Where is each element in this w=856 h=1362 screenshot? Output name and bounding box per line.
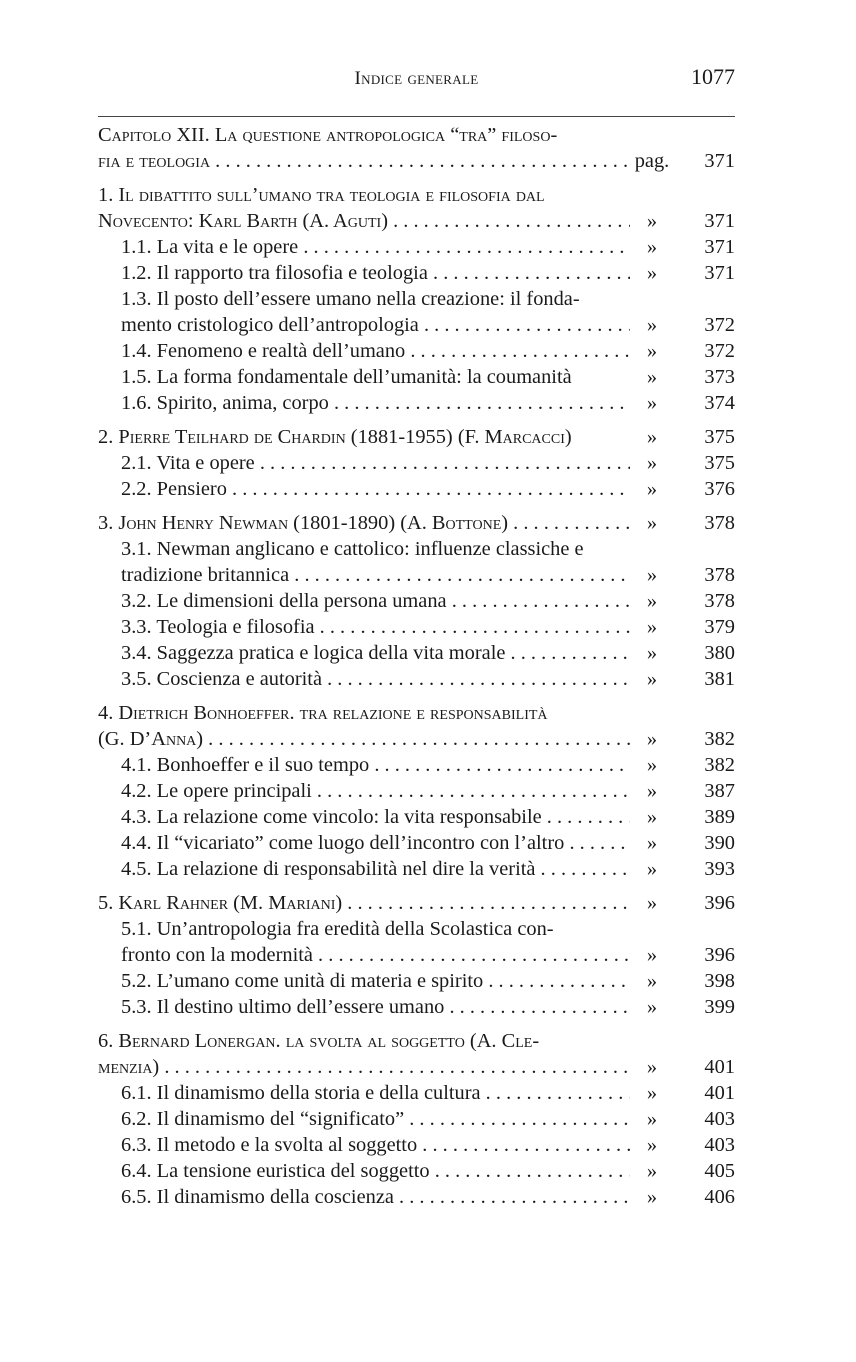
page-prefix: pag. xyxy=(634,150,670,172)
section-title-text: 2. Pierre Teilhard de Chardin (1881-1955) (F. Marcacci) xyxy=(98,426,572,448)
toc-item xyxy=(98,830,735,856)
ditto-mark: » xyxy=(646,366,658,388)
toc-item-text: 1.1. La vita e le opere . . . xyxy=(121,234,630,260)
ditto-mark: » xyxy=(646,210,658,232)
page-ref: 405 xyxy=(704,1160,735,1182)
section-title-line xyxy=(98,1028,735,1054)
toc-item xyxy=(98,942,735,968)
toc-item xyxy=(98,450,735,476)
toc-item xyxy=(98,562,735,588)
toc-item-text: 6.1. Il dinamismo della storia e della cultura . . . xyxy=(121,1080,630,1106)
toc-item xyxy=(98,752,735,778)
ditto-mark: » xyxy=(646,642,658,664)
page-ref: 373 xyxy=(704,366,735,388)
ditto-mark: » xyxy=(646,478,658,500)
ditto-mark: » xyxy=(646,1108,658,1130)
page-ref: 371 xyxy=(704,236,735,258)
page-ref: 382 xyxy=(704,728,735,750)
page-ref: 375 xyxy=(704,452,735,474)
toc-item xyxy=(98,640,735,666)
running-head xyxy=(98,64,735,94)
ditto-mark: » xyxy=(646,590,658,612)
ditto-mark: » xyxy=(646,806,658,828)
ditto-mark: » xyxy=(646,780,658,802)
page-number: 1077 xyxy=(691,64,735,89)
ditto-mark: » xyxy=(646,1056,658,1078)
section-title-line xyxy=(98,1054,735,1080)
toc-section xyxy=(98,700,735,882)
toc-item-text: 1.5. La forma fondamentale dell’umanità: la coumanità xyxy=(121,366,572,388)
chapter-title-text: Capitolo XII. La questione antropologica “tra” filoso- xyxy=(98,124,558,146)
toc-item xyxy=(98,260,735,286)
chapter-title-line xyxy=(98,148,735,174)
toc-item-text: 3.5. Coscienza e autorità . . . xyxy=(121,666,630,692)
page-ref: 390 xyxy=(704,832,735,854)
toc-item-text: fronto con la modernità . . . xyxy=(121,942,630,968)
page-ref: 374 xyxy=(704,392,735,414)
page-ref: 406 xyxy=(704,1186,735,1208)
ditto-mark: » xyxy=(646,996,658,1018)
toc-item-text: 5.3. Il destino ultimo dell’essere umano . . . xyxy=(121,994,630,1020)
toc-item-text: 3.3. Teologia e filosofia . . . xyxy=(121,614,630,640)
page-ref: 393 xyxy=(704,858,735,880)
toc-item-text: 2.2. Pensiero . . . xyxy=(121,476,630,502)
toc-item xyxy=(98,666,735,692)
ditto-mark: » xyxy=(646,1186,658,1208)
page-ref: 379 xyxy=(704,616,735,638)
running-title: Indice generale xyxy=(354,68,479,89)
toc-item-text: 3.4. Saggezza pratica e logica della vita morale . . . xyxy=(121,640,630,666)
toc-item xyxy=(98,286,735,312)
toc-item-text: mento cristologico dell’antropologia . . . xyxy=(121,312,630,338)
chapter-title-line xyxy=(98,122,735,148)
section-title-text: 1. Il dibattito sull’umano tra teologia e filosofia dal xyxy=(98,184,545,206)
toc-item xyxy=(98,1106,735,1132)
page-ref: 376 xyxy=(704,478,735,500)
page-ref: 401 xyxy=(704,1082,735,1104)
toc-item-text: 1.6. Spirito, anima, corpo . . . xyxy=(121,390,630,416)
section-title-line xyxy=(98,726,735,752)
toc-item-text: 6.2. Il dinamismo del “significato” . . . xyxy=(121,1106,630,1132)
section-title-text: 6. Bernard Lonergan. la svolta al soggetto (A. Cle- xyxy=(98,1030,540,1052)
toc-item xyxy=(98,916,735,942)
section-title-line xyxy=(98,208,735,234)
toc-item xyxy=(98,338,735,364)
toc-item xyxy=(98,1158,735,1184)
toc-item-text: 4.2. Le opere principali . . . xyxy=(121,778,630,804)
ditto-mark: » xyxy=(646,668,658,690)
toc-item-text: 3.2. Le dimensioni della persona umana . . . xyxy=(121,588,630,614)
table-of-contents xyxy=(98,122,735,1210)
toc-item xyxy=(98,856,735,882)
page-ref: 378 xyxy=(704,564,735,586)
ditto-mark: » xyxy=(646,426,658,448)
page-ref: 378 xyxy=(704,590,735,612)
toc-item-text: 6.5. Il dinamismo della coscienza . . . xyxy=(121,1184,630,1210)
ditto-mark: » xyxy=(646,970,658,992)
toc-item-text: 6.4. La tensione euristica del soggetto . . . xyxy=(121,1158,630,1184)
ditto-mark: » xyxy=(646,236,658,258)
toc-item-text: 1.3. Il posto dell’essere umano nella creazione: il fonda- xyxy=(121,288,580,310)
ditto-mark: » xyxy=(646,564,658,586)
section-title-text: menzia) . . . xyxy=(98,1054,630,1080)
page-ref: 403 xyxy=(704,1134,735,1156)
section-title-line xyxy=(98,182,735,208)
toc-section xyxy=(98,890,735,1020)
page-ref: 375 xyxy=(704,426,735,448)
toc-item xyxy=(98,968,735,994)
section-title-text: 3. John Henry Newman (1801-1890) (A. Bottone) . . . xyxy=(98,510,630,536)
toc-item xyxy=(98,390,735,416)
toc-item-text: 5.1. Un’antropologia fra eredità della Scolastica con- xyxy=(121,918,554,940)
ditto-mark: » xyxy=(646,452,658,474)
ditto-mark: » xyxy=(646,512,658,534)
ditto-mark: » xyxy=(646,1160,658,1182)
ditto-mark: » xyxy=(646,340,658,362)
toc-section xyxy=(98,1028,735,1210)
toc-item xyxy=(98,234,735,260)
toc-item xyxy=(98,994,735,1020)
page-ref: 372 xyxy=(704,314,735,336)
toc-item xyxy=(98,1132,735,1158)
page-ref: 396 xyxy=(704,892,735,914)
page-ref: 382 xyxy=(704,754,735,776)
toc-item-text: 2.1. Vita e opere . . . xyxy=(121,450,630,476)
ditto-mark: » xyxy=(646,832,658,854)
page-ref: 380 xyxy=(704,642,735,664)
toc-item xyxy=(98,312,735,338)
chapter-title-text: fia e teologia . . . xyxy=(98,148,630,174)
toc-item-text: 6.3. Il metodo e la svolta al soggetto . . . xyxy=(121,1132,630,1158)
ditto-mark: » xyxy=(646,892,658,914)
toc-item xyxy=(98,778,735,804)
toc-item xyxy=(98,804,735,830)
toc-item-text: 4.1. Bonhoeffer e il suo tempo . . . xyxy=(121,752,630,778)
page-ref: 401 xyxy=(704,1056,735,1078)
section-title-line xyxy=(98,890,735,916)
toc-item-text: 1.4. Fenomeno e realtà dell’umano . . . xyxy=(121,338,630,364)
toc-item xyxy=(98,476,735,502)
page-ref: 387 xyxy=(704,780,735,802)
toc-item-text: tradizione britannica . . . xyxy=(121,562,630,588)
page-ref: 399 xyxy=(704,996,735,1018)
section-title-text: 4. Dietrich Bonhoeffer. tra relazione e responsabilità xyxy=(98,702,548,724)
toc-item xyxy=(98,1080,735,1106)
page-ref: 381 xyxy=(704,668,735,690)
toc-section xyxy=(98,424,735,502)
page-ref: 371 xyxy=(704,262,735,284)
page-ref: 372 xyxy=(704,340,735,362)
toc-item xyxy=(98,536,735,562)
ditto-mark: » xyxy=(646,944,658,966)
ditto-mark: » xyxy=(646,392,658,414)
page-ref: 378 xyxy=(704,512,735,534)
section-title-line xyxy=(98,424,735,450)
toc-item-text: 5.2. L’umano come unità di materia e spirito . . . xyxy=(121,968,630,994)
toc-section xyxy=(98,510,735,692)
toc-item-text: 3.1. Newman anglicano e cattolico: influenze classiche e xyxy=(121,538,584,560)
page-ref: 371 xyxy=(704,210,735,232)
ditto-mark: » xyxy=(646,314,658,336)
toc-item xyxy=(98,1184,735,1210)
toc-item-text: 4.3. La relazione come vincolo: la vita responsabile . . . xyxy=(121,804,630,830)
ditto-mark: » xyxy=(646,1134,658,1156)
ditto-mark: » xyxy=(646,262,658,284)
ditto-mark: » xyxy=(646,616,658,638)
ditto-mark: » xyxy=(646,858,658,880)
page-ref: 389 xyxy=(704,806,735,828)
ditto-mark: » xyxy=(646,728,658,750)
toc-item-text: 4.4. Il “vicariato” come luogo dell’incontro con l’altro . . . xyxy=(121,830,630,856)
section-title-text: Novecento: Karl Barth (A. Aguti) . . . xyxy=(98,208,630,234)
ditto-mark: » xyxy=(646,1082,658,1104)
section-title-text: 5. Karl Rahner (M. Mariani) . . . xyxy=(98,890,630,916)
toc-section xyxy=(98,182,735,416)
section-title-text: (G. D’Anna) . . . xyxy=(98,726,630,752)
page-ref: 398 xyxy=(704,970,735,992)
ditto-mark: » xyxy=(646,754,658,776)
header-rule xyxy=(98,116,735,117)
toc-item xyxy=(98,364,735,390)
toc-item-text: 4.5. La relazione di responsabilità nel dire la verità . . . xyxy=(121,856,630,882)
toc-item xyxy=(98,614,735,640)
toc-item xyxy=(98,588,735,614)
page-ref: 371 xyxy=(704,150,735,172)
section-title-line xyxy=(98,700,735,726)
toc-item-text: 1.2. Il rapporto tra filosofia e teologia . . . xyxy=(121,260,630,286)
page-ref: 396 xyxy=(704,944,735,966)
page-ref: 403 xyxy=(704,1108,735,1130)
chapter-entry xyxy=(98,122,735,174)
section-title-line xyxy=(98,510,735,536)
